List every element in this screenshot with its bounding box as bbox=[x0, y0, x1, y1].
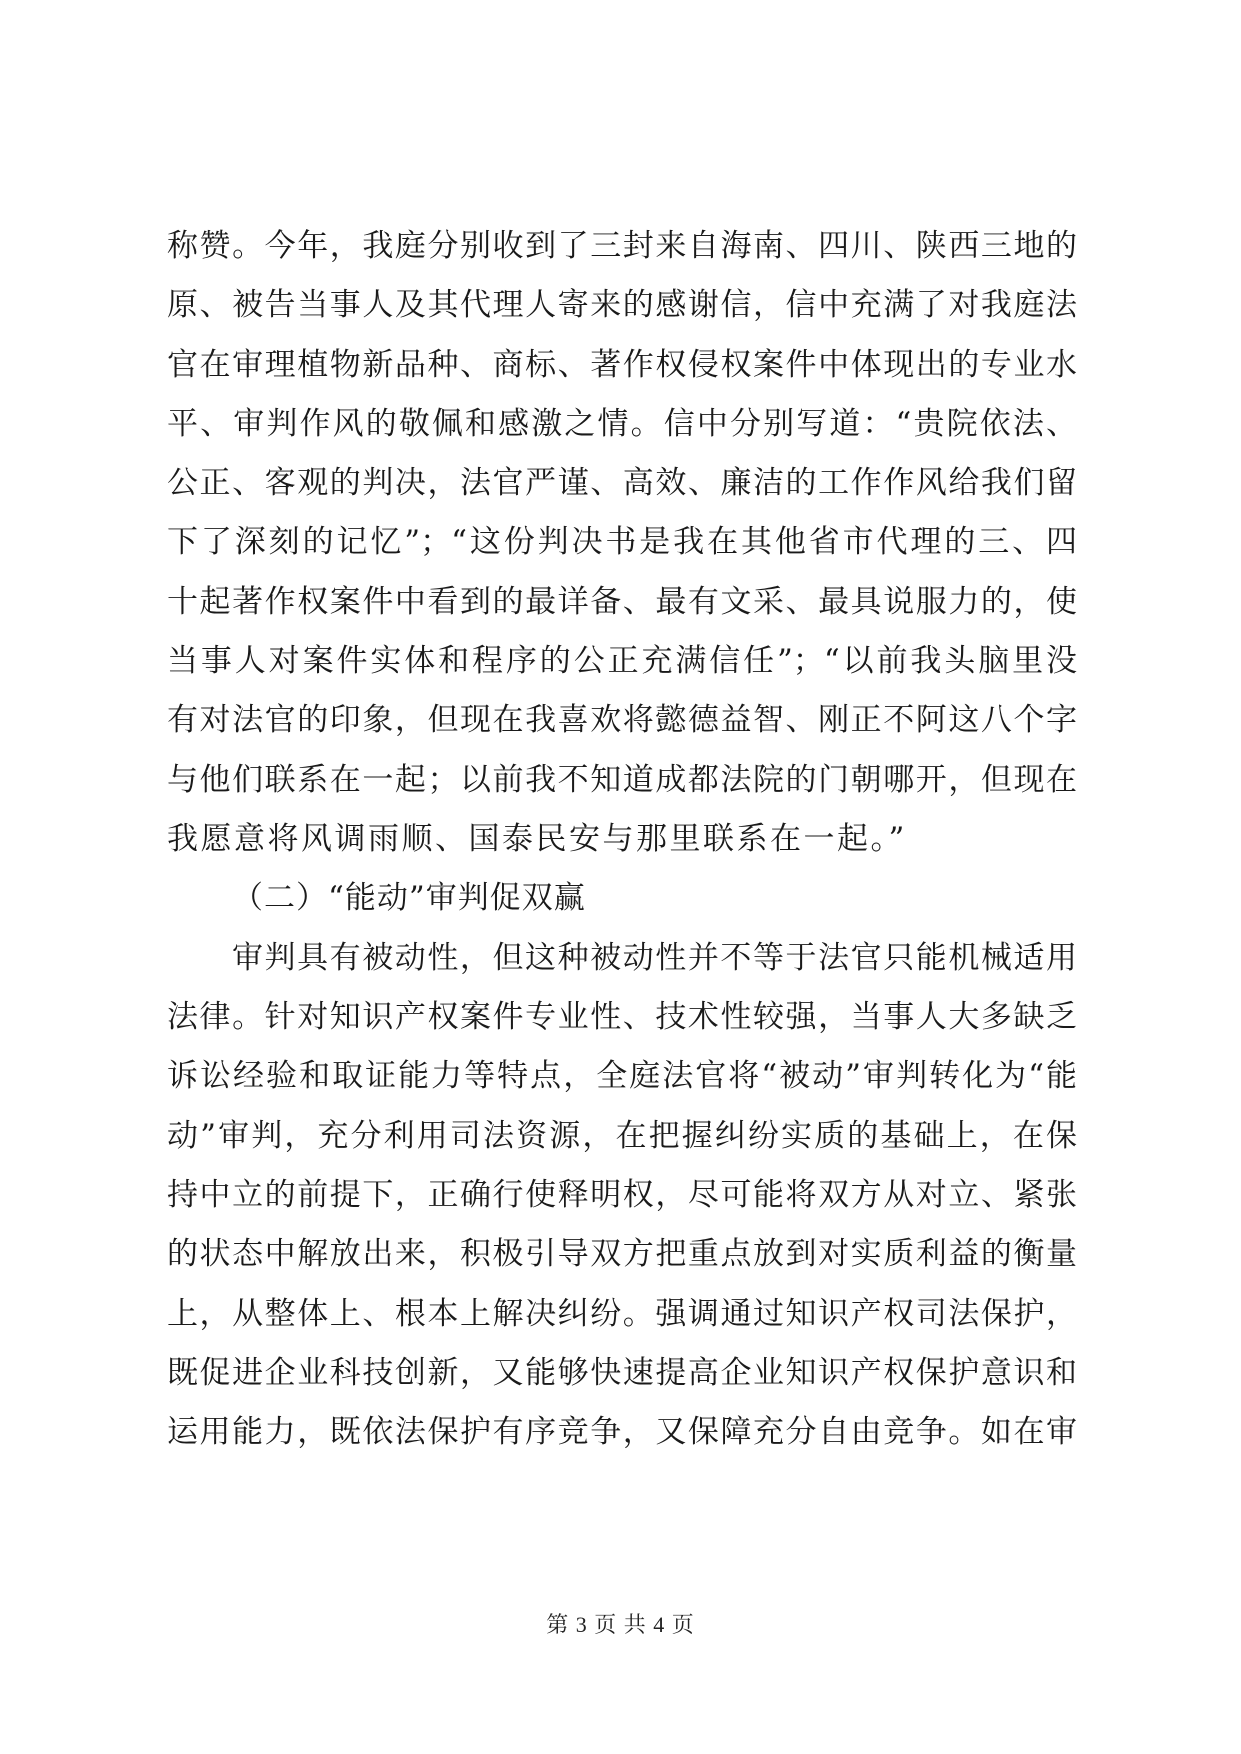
paragraph-line: 法律。针对知识产权案件专业性、技术性较强，当事人大多缺乏 bbox=[167, 999, 1077, 1035]
paragraph-line: 平、审判作风的敬佩和感激之情。信中分别写道：“贵院依法、 bbox=[167, 406, 1077, 442]
paragraph-line: 与他们联系在一起；以前我不知道成都法院的门朝哪开，但现在 bbox=[167, 762, 1077, 798]
paragraph-line: 公正、客观的判决，法官严谨、高效、廉洁的工作作风给我们留 bbox=[167, 465, 1077, 501]
paragraph-line: 十起著作权案件中看到的最详备、最有文采、最具说服力的，使 bbox=[167, 584, 1077, 620]
paragraph-line: 下了深刻的记忆”；“这份判决书是我在其他省市代理的三、四 bbox=[167, 524, 1077, 560]
paragraph-line: 原、被告当事人及其代理人寄来的感谢信，信中充满了对我庭法 bbox=[167, 287, 1077, 323]
paragraph-line: 的状态中解放出来，积极引导双方把重点放到对实质利益的衡量 bbox=[167, 1236, 1077, 1272]
paragraph-line: 有对法官的印象，但现在我喜欢将懿德益智、刚正不阿这八个字 bbox=[167, 702, 1077, 738]
section-heading: （二）“能动”审判促双赢 bbox=[232, 880, 586, 916]
paragraph-line: 运用能力，既依法保护有序竞争，又保障充分自由竞争。如在审 bbox=[167, 1414, 1077, 1450]
paragraph-line: 上，从整体上、根本上解决纠纷。强调通过知识产权司法保护， bbox=[167, 1296, 1077, 1332]
paragraph-line: 动”审判，充分利用司法资源，在把握纠纷实质的基础上，在保 bbox=[167, 1118, 1077, 1154]
paragraph-line: 既促进企业科技创新，又能够快速提高企业知识产权保护意识和 bbox=[167, 1355, 1077, 1391]
paragraph-line: 官在审理植物新品种、商标、著作权侵权案件中体现出的专业水 bbox=[167, 347, 1077, 383]
paragraph-line-last: 我愿意将风调雨顺、国泰民安与那里联系在一起。” bbox=[167, 821, 907, 857]
paragraph-line: 持中立的前提下，正确行使释明权，尽可能将双方从对立、紧张 bbox=[167, 1177, 1077, 1213]
page-footer: 第 3 页 共 4 页 bbox=[546, 1612, 695, 1637]
paragraph-line: 称赞。今年，我庭分别收到了三封来自海南、四川、陕西三地的 bbox=[167, 228, 1077, 264]
paragraph-first-line: 审判具有被动性，但这种被动性并不等于法官只能机械适用 bbox=[232, 940, 1077, 976]
paragraph-line: 当事人对案件实体和程序的公正充满信任”；“以前我头脑里没 bbox=[167, 643, 1077, 679]
paragraph-line: 诉讼经验和取证能力等特点，全庭法官将“被动”审判转化为“能 bbox=[167, 1058, 1077, 1094]
